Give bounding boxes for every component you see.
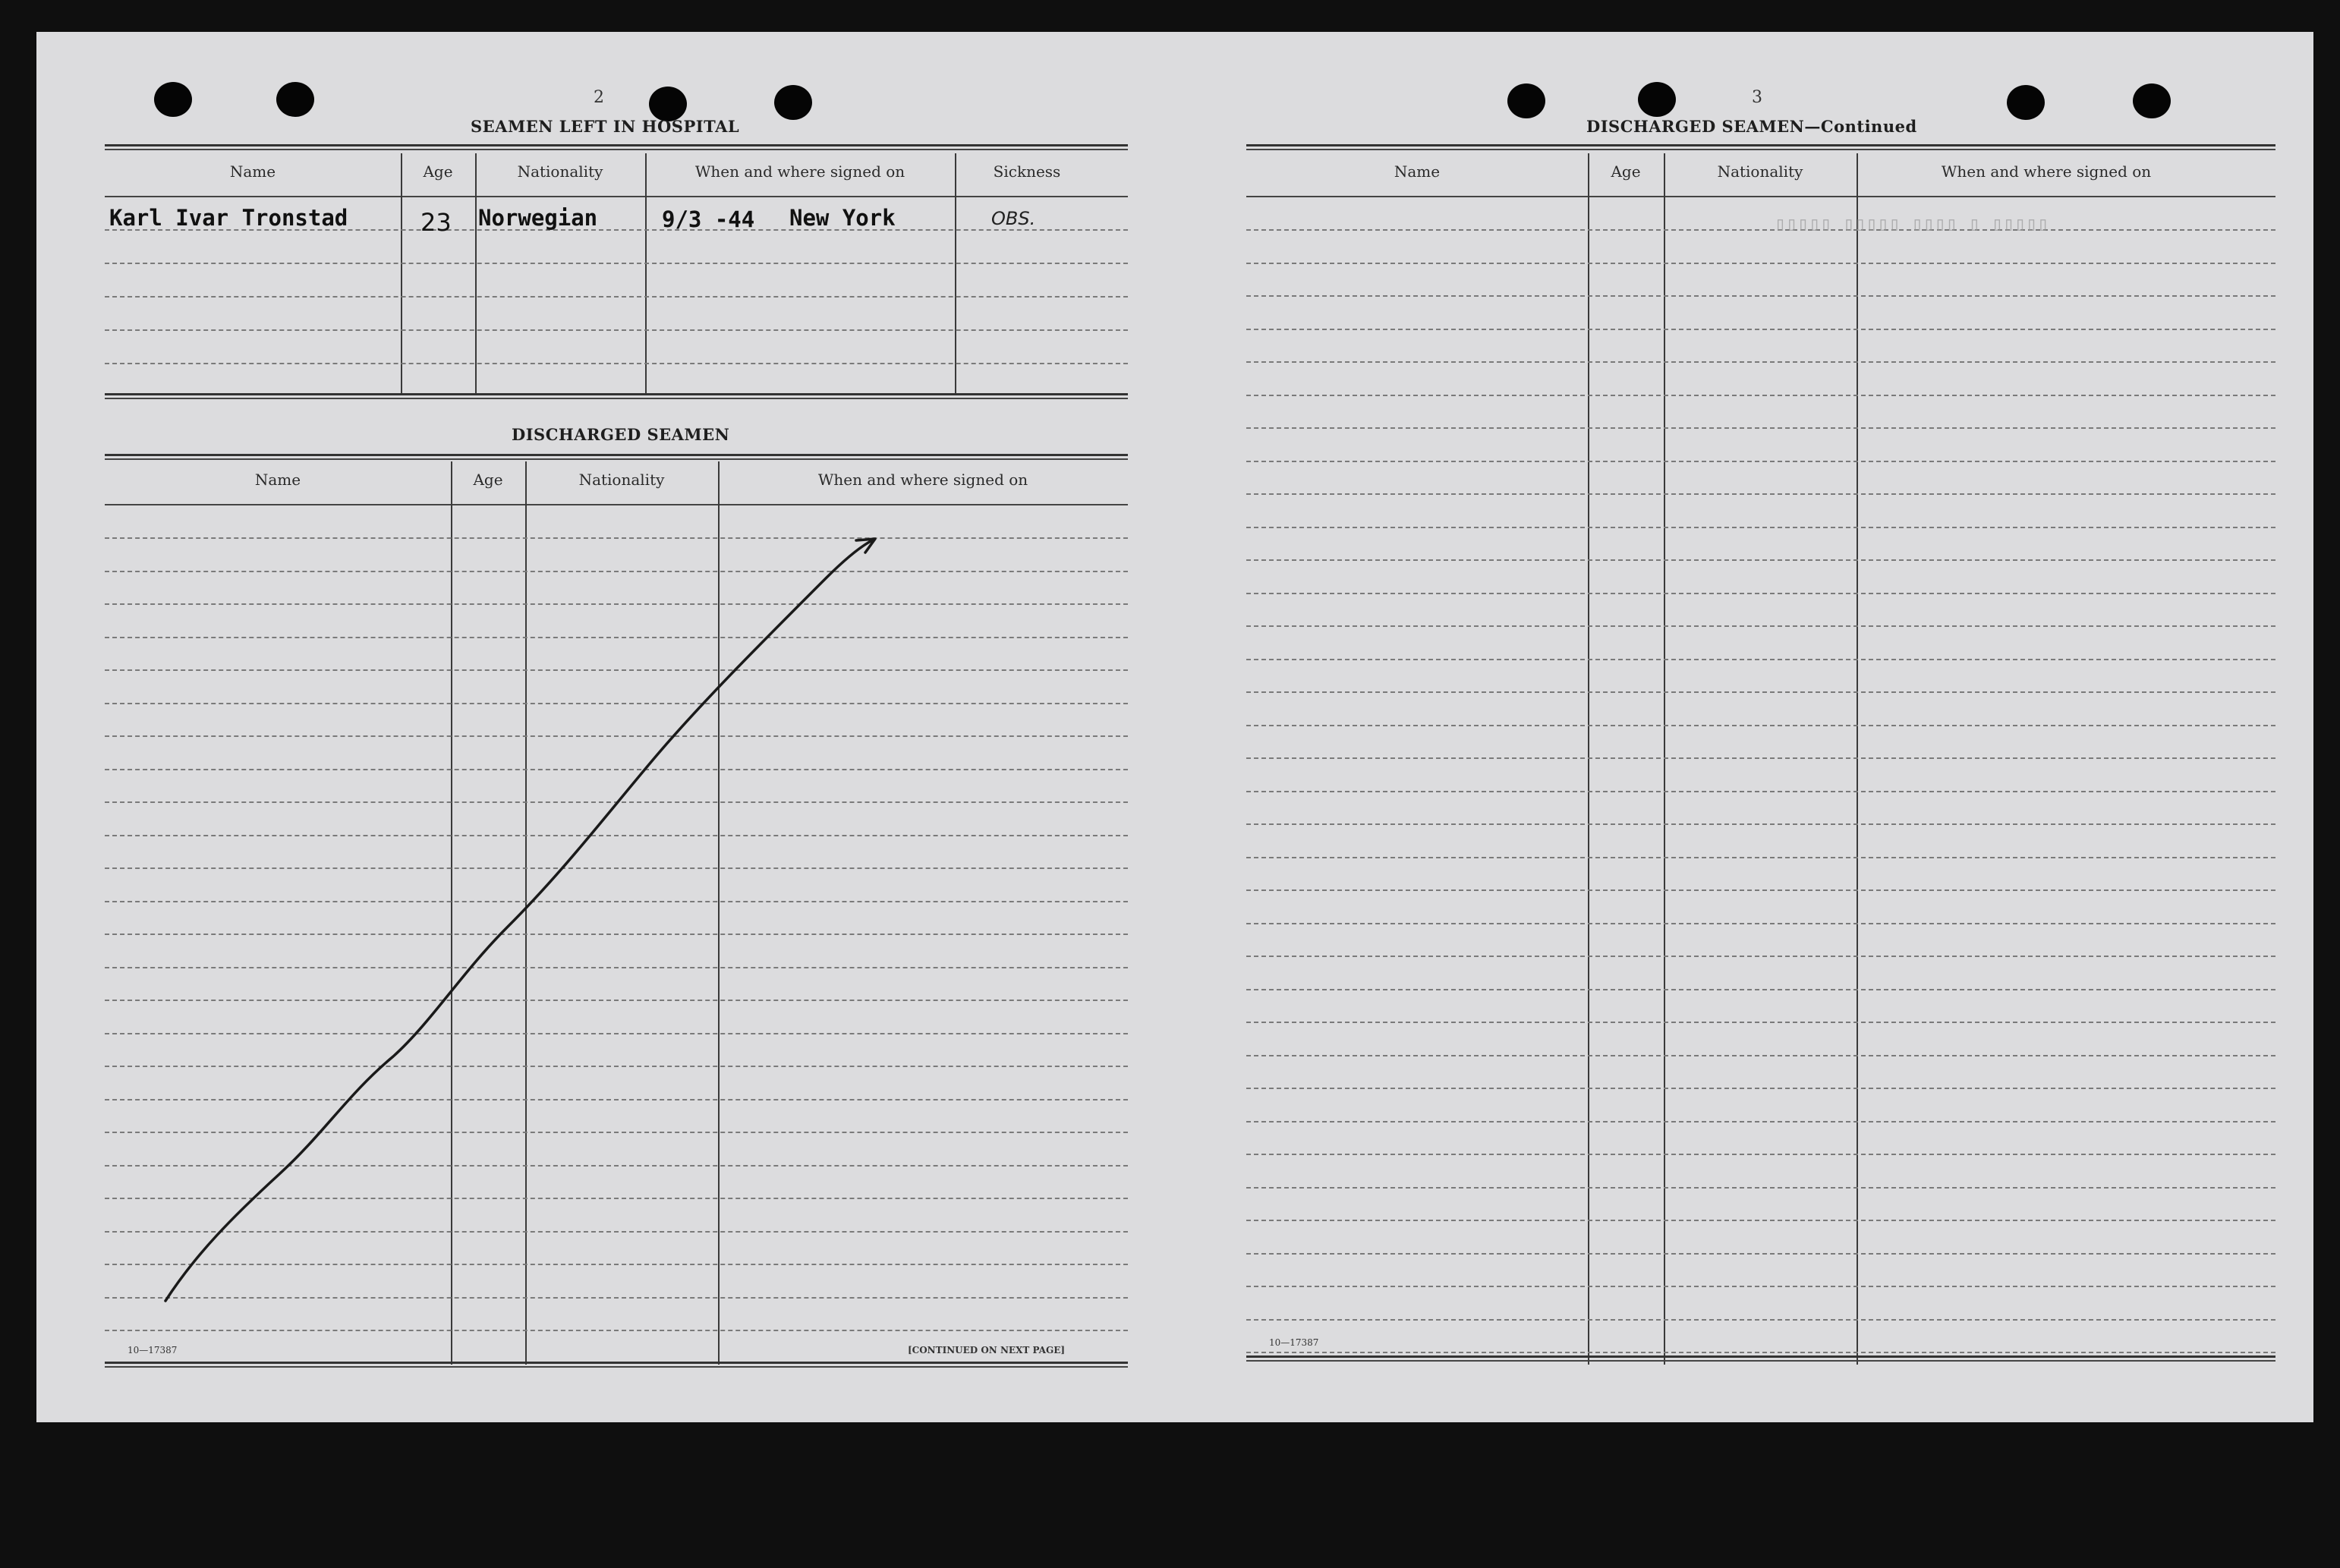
page-number-left: 2	[594, 88, 604, 107]
continued-note: [CONTINUED ON NEXT PAGE]	[908, 1345, 1066, 1355]
bleed-through-text: ▯▯▯▯▯ ▯ ▯▯▯▯ ▯▯▯▯▯ ▯▯▯▯▯	[1775, 213, 2049, 235]
discharged-col-age: Age	[473, 471, 503, 489]
discharged-col-nationality: Nationality	[578, 471, 665, 489]
form-number-left: 10—17387	[128, 1345, 178, 1355]
right-col-name: Name	[1394, 162, 1441, 181]
hospital-col-age: Age	[423, 162, 453, 181]
form-number-right: 10—17387	[1269, 1337, 1319, 1348]
hospital-entry-signed-date: 9/3 -44	[662, 206, 755, 232]
scanned-document	[36, 32, 2313, 1422]
hospital-col-signed-on: When and where signed on	[694, 162, 905, 181]
right-col-age: Age	[1611, 162, 1641, 181]
hospital-entry-nationality: Norwegian	[478, 205, 598, 231]
discharged-continued-title-suffix: —Continued	[1804, 117, 1917, 136]
strike-out-pen-line	[36, 32, 2313, 1422]
hospital-entry-age: 23	[420, 208, 452, 237]
hospital-col-nationality: Nationality	[517, 162, 603, 181]
discharged-col-signed-on: When and where signed on	[817, 471, 1028, 489]
discharged-continued-title-main: DISCHARGED SEAMEN	[1586, 117, 1805, 136]
hospital-section-title: SEAMEN LEFT IN HOSPITAL	[471, 117, 740, 136]
page-number-right: 3	[1752, 88, 1762, 107]
hospital-entry-name: Karl Ivar Tronstad	[109, 205, 348, 231]
strike-out-stroke	[165, 539, 875, 1301]
hospital-col-name: Name	[229, 162, 276, 181]
hospital-entry-signed-place: New York	[789, 205, 896, 231]
right-col-signed-on: When and where signed on	[1941, 162, 2152, 181]
discharged-section-title: DISCHARGED SEAMEN	[512, 425, 730, 444]
hospital-col-sickness: Sickness	[993, 162, 1061, 181]
discharged-col-name: Name	[254, 471, 301, 489]
hospital-entry-sickness: OBS.	[991, 208, 1036, 229]
right-col-nationality: Nationality	[1717, 162, 1803, 181]
